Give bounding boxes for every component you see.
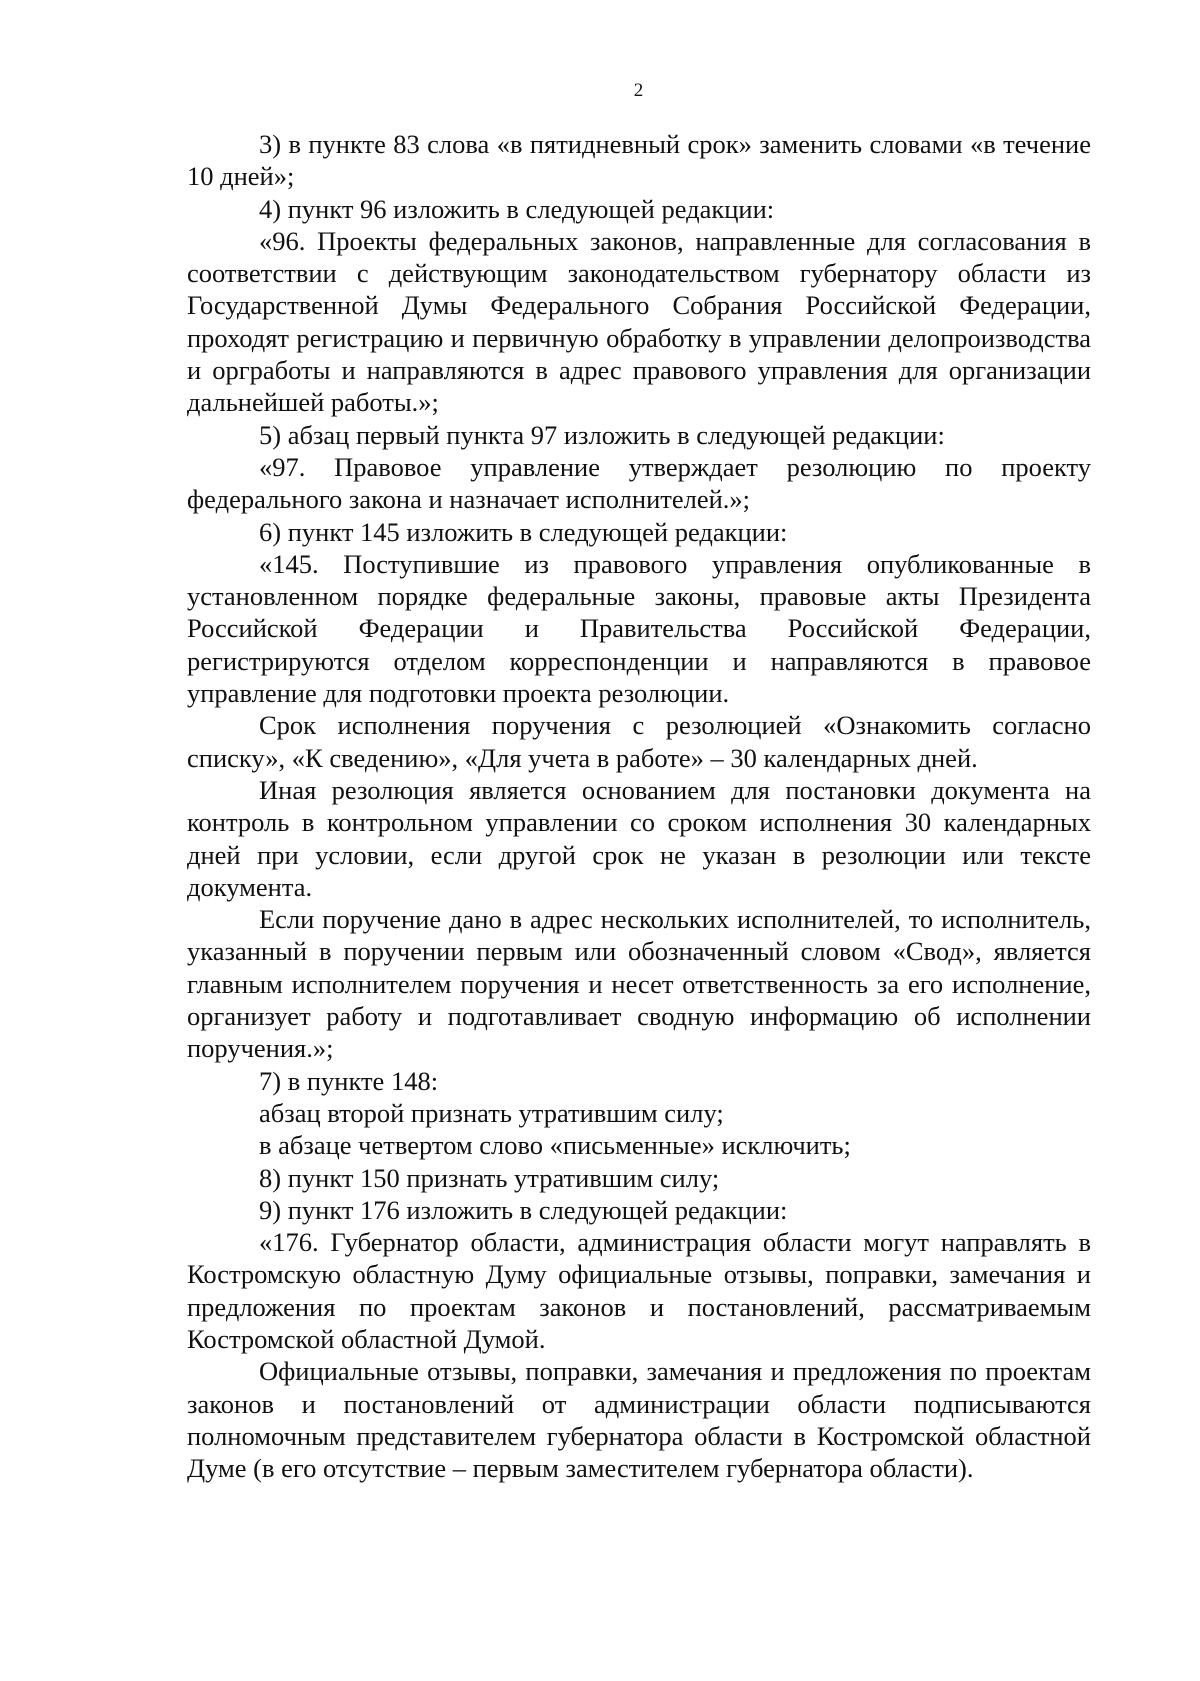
paragraph-item-6: 6) пункт 145 изложить в следующей редакции: <box>259 516 788 547</box>
page-number: 2 <box>633 80 644 101</box>
paragraph-clause-97: «97. Правовое управление утверждает резолюцию по проекту федерального закона и назначает исполнителей.»; <box>187 451 1091 515</box>
paragraph-item-7-sub-1: абзац второй признать утратившим силу; <box>259 1097 724 1128</box>
document-body <box>187 128 1091 1484</box>
paragraph-item-7-sub-2: в абзаце четвертом слово «письменные» исключить; <box>259 1130 851 1161</box>
paragraph-item-3: 3) в пункте 83 слова «в пятидневный срок» заменить словами «в течение 10 дней»; <box>187 129 1091 192</box>
paragraph-multiple-executors: Если поручение дано в адрес нескольких исполнителей, то исполнитель, указанный в поручении первым или обозначенный словом «Свод», является главным исполнителем поручения и несет ответственность за его исполнение, организует работу и подготавливает сводную информацию об исполнении поручения.»; <box>187 904 1091 1064</box>
paragraph-item-7: 7) в пункте 148: <box>259 1065 439 1096</box>
paragraph-deadline: Срок исполнения поручения с резолюцией «Ознакомить согласно списку», «К сведению», «Для учета в работе» – 30 календарных дней. <box>187 710 1091 773</box>
paragraph-clause-96: «96. Проекты федеральных законов, направленные для согласования в соответствии с действующим законодательством губернатору области из Государственной Думы Федерального Собрания Российской Федерации, проходят регистрацию и первичную обработку в управлении делопроизводства и оргработы и направляются в адрес правового управления для организации дальнейшей работы.»; <box>187 225 1091 418</box>
paragraph-item-8: 8) пункт 150 признать утратившим силу; <box>259 1162 720 1193</box>
paragraph-item-5: 5) абзац первый пункта 97 изложить в следующей редакции: <box>259 419 945 450</box>
paragraph-clause-176: «176. Губернатор области, администрация области могут направлять в Костромскую областную Думу официальные отзывы, поправки, замечания и предложения по проектам законов и постановлений, рассматриваемым Костромской областной Думой. <box>187 1227 1091 1354</box>
paragraph-other-resolution: Иная резолюция является основанием для постановки документа на контроль в контрольном управлении со сроком исполнения 30 календарных дней при условии, если другой срок не указан в резолюции или тексте документа. <box>187 774 1091 902</box>
paragraph-clause-145: «145. Поступившие из правового управления опубликованные в установленном порядке федеральные законы, правовые акты Президента Российской Федерации и Правительства Российской Федерации, регистрируются отделом корреспонденции и направляются в правовое управление для подготовки проекта резолюции. <box>187 548 1091 709</box>
paragraph-item-4: 4) пункт 96 изложить в следующей редакции: <box>259 193 775 224</box>
paragraph-official-reviews: Официальные отзывы, поправки, замечания и предложения по проектам законов и постановлений от администрации области подписываются полномочным представителем губернатора области в Костромской областной Думе (в его отсутствие – первым заместителем губернатора области). <box>187 1356 1091 1484</box>
paragraph-item-9: 9) пункт 176 изложить в следующей редакции: <box>259 1194 788 1225</box>
